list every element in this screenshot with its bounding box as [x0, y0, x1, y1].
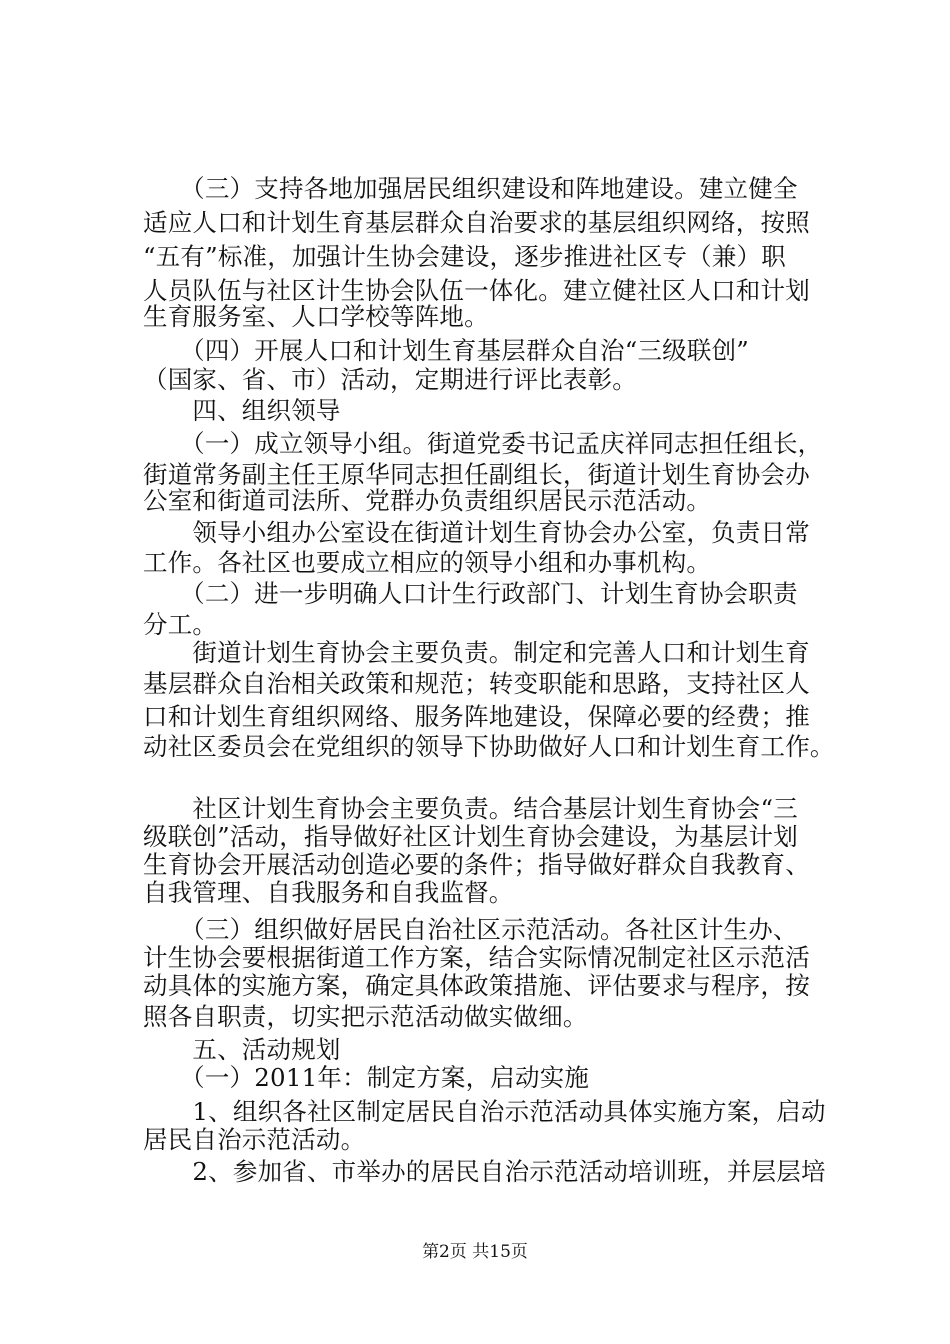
body-text-line: 街道计划生育协会主要负责。制定和完善人口和计划生育 — [143, 638, 810, 667]
body-text-line: 1、组织各社区制定居民自治示范活动具体实施方案，启动 — [143, 1097, 826, 1126]
section-heading: 五、活动规划 — [143, 1035, 341, 1064]
body-text-line: 人员队伍与社区计生协会队伍一体化。建立健社区人口和计划 — [143, 276, 810, 305]
subsection-heading: （一）2011年：制定方案，启动实施 — [143, 1063, 590, 1092]
body-text-line: 照各自职责，切实把示范活动做实做细。 — [143, 1002, 588, 1031]
body-text-line: 基层群众自治相关政策和规范；转变职能和思路，支持社区人 — [143, 669, 810, 698]
body-text-line: 工作。各社区也要成立相应的领导小组和办事机构。 — [143, 548, 712, 577]
body-text-line: 社区计划生育协会主要负责。结合基层计划生育协会“三 — [143, 794, 798, 823]
body-text-line: （三）组织做好居民自治社区示范活动。各社区计生办、 — [143, 915, 798, 944]
body-text-line: 生育服务室、人口学校等阵地。 — [143, 302, 489, 331]
body-text-line: （三）支持各地加强居民组织建设和阵地建设。建立健全 — [143, 174, 798, 203]
body-text-line: 领导小组办公室设在街道计划生育协会办公室，负责日常 — [143, 518, 810, 547]
body-text-line: “五有”标准，加强计生协会建设，逐步推进社区专（兼）职 — [143, 242, 786, 271]
body-text-line: 动社区委员会在党组织的领导下协助做好人口和计划生育工作。 — [143, 732, 835, 761]
body-text-line: 级联创”活动，指导做好社区计划生育协会建设，为基层计划 — [143, 822, 798, 851]
body-text-line: 2、参加省、市举办的居民自治示范活动培训班，并层层培 — [143, 1157, 826, 1186]
body-text-line: （一）成立领导小组。街道党委书记孟庆祥同志担任组长， — [143, 429, 823, 458]
body-text-line: （四）开展人口和计划生育基层群众自治“三级联创” — [143, 336, 749, 365]
body-text-line: （国家、省、市）活动，定期进行评比表彰。 — [143, 365, 637, 394]
body-text-line: 自我管理、自我服务和自我监督。 — [143, 878, 514, 907]
body-text-line: 街道常务副主任王原华同志担任副组长，街道计划生育协会办 — [143, 460, 810, 489]
body-text-line: 适应人口和计划生育基层群众自治要求的基层组织网络，按照 — [143, 208, 810, 237]
body-text-line: 公室和街道司法所、党群办负责组织居民示范活动。 — [143, 486, 712, 515]
body-text-line: （二）进一步明确人口计生行政部门、计划生育协会职责 — [143, 579, 798, 608]
page-number-footer: 第2页 共15页 — [422, 1242, 528, 1262]
body-text-line: 动具体的实施方案，确定具体政策措施、评估要求与程序，按 — [143, 971, 810, 1000]
section-heading: 四、组织领导 — [143, 396, 341, 425]
body-text-line: 口和计划生育组织网络、服务阵地建设，保障必要的经费；推 — [143, 702, 810, 731]
body-text-line: 生育协会开展活动创造必要的条件；指导做好群众自我教育、 — [143, 850, 810, 879]
body-text-line: 分工。 — [143, 610, 218, 639]
body-text-line: 计生协会要根据街道工作方案，结合实际情况制定社区示范活 — [143, 943, 810, 972]
body-text-line: 居民自治示范活动。 — [143, 1125, 366, 1154]
